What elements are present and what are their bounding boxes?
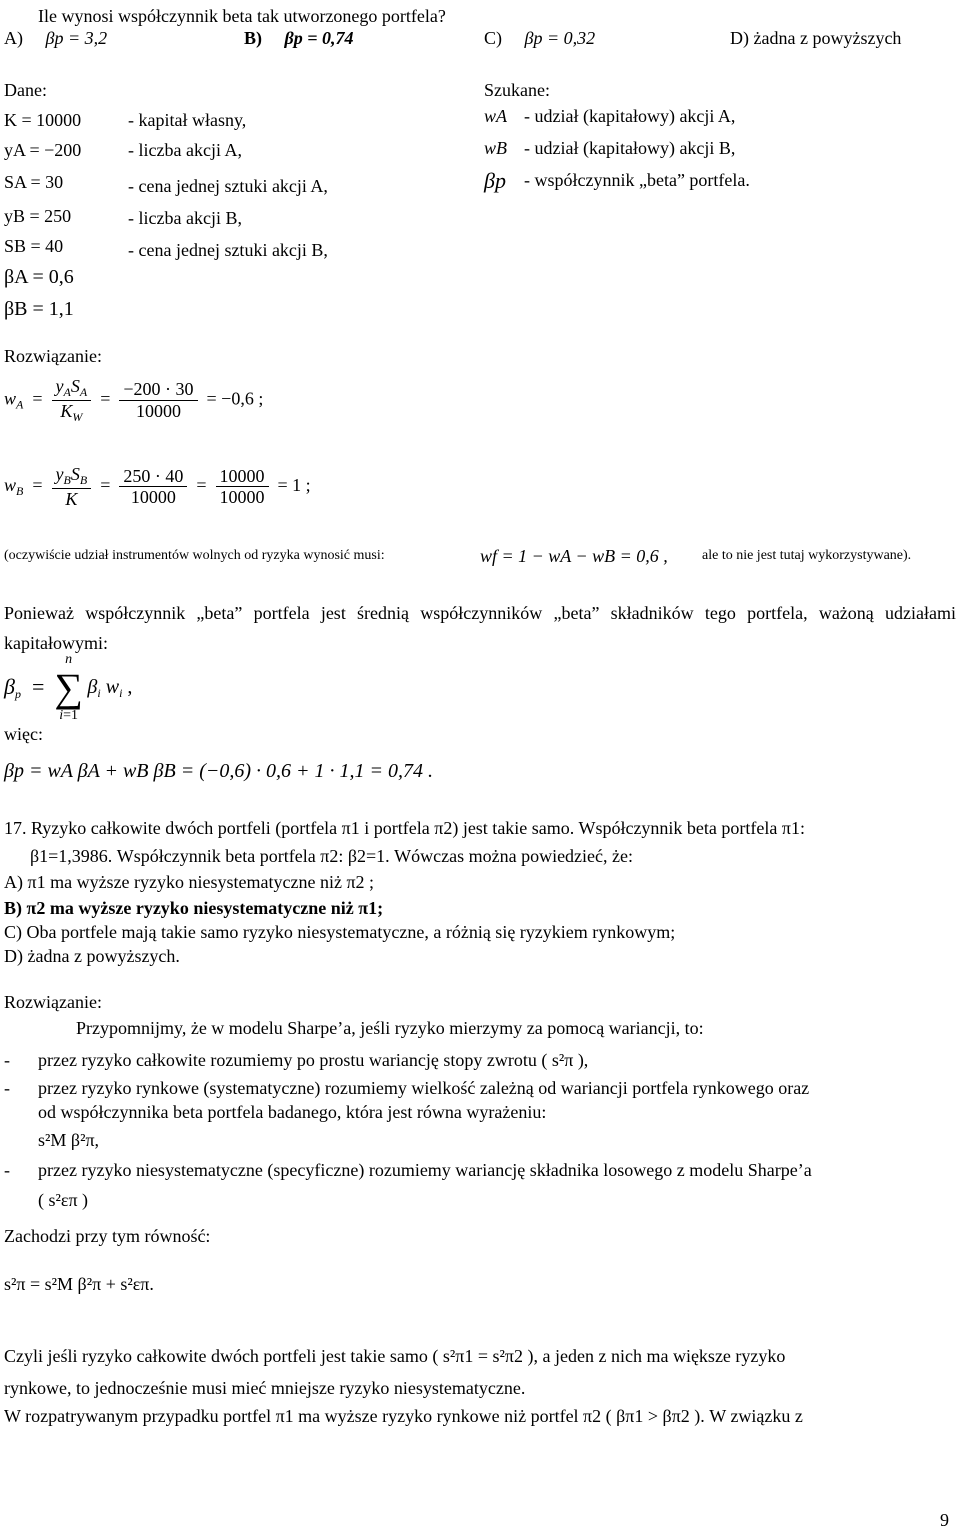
given-sym-beta-a: βA = 0,6 bbox=[4, 266, 74, 288]
bullet-total-risk: przez ryzyko całkowite rozumiemy po prostu wariancję stopy zwrotu ( s²π ), bbox=[38, 1050, 589, 1070]
fraction-yb-sb-over-k: $\frac{y_BS_B}{K}$ bbox=[52, 464, 92, 509]
sought-desc-wb: - udział (kapitałowy) akcji B, bbox=[524, 138, 736, 158]
answer-letter: B) bbox=[244, 28, 262, 48]
q17-answer-c: C) Oba portfele mają takie samo ryzyko niesystematyczne, a różnią się ryzykiem rynkowym; bbox=[4, 922, 676, 942]
bullet-dash: - bbox=[4, 1160, 10, 1180]
sought-sym-wa: wA bbox=[484, 106, 508, 126]
given-sym-sb: SB = 40 bbox=[4, 236, 64, 256]
solution-17-header: Rozwiązanie: bbox=[4, 992, 102, 1012]
sought-desc-beta-p: - współczynnik „beta” portfela. bbox=[524, 170, 750, 190]
question-17-text-2: β1=1,3986. Współczynnik beta portfela π2: β2=1. Wówczas można powiedzieć, że: bbox=[30, 846, 634, 866]
sought-sym-beta-p: βp bbox=[484, 168, 506, 193]
note-risk-free: (oczywiście udział instrumentów wolnych od ryzyka wynosić musi: bbox=[4, 548, 385, 563]
given-sym-k: K = 10000 bbox=[4, 110, 82, 130]
bullet-dash: - bbox=[4, 1078, 10, 1098]
fraction-wb-simplified: $\frac{10000}{10000}$ bbox=[216, 466, 269, 508]
equality-intro: Zachodzi przy tym równość: bbox=[4, 1226, 211, 1246]
conclusion-1b: rynkowe, to jednocześnie musi mieć mniejsze ryzyko niesystematyczne. bbox=[4, 1378, 526, 1398]
given-sym-yb: yB = 250 bbox=[4, 206, 72, 226]
question-16-title: Ile wynosi współczynnik beta tak utworzonego portfela? bbox=[38, 6, 446, 26]
formula-wb: $w_B$ = $\frac{y_BS_B}{K}$ = $\frac{250 \cdot 40}{10000}$ = $\frac{10000}{10000}$ = 1 ; bbox=[4, 464, 311, 509]
given-desc-sb: - cena jednej sztuki akcji B, bbox=[128, 240, 328, 260]
formula-wa: $w_A$ = $\frac{y_AS_A}{K_W}$ = $\frac{-200 \cdot 30}{10000}$ = −0,6 ; bbox=[4, 376, 264, 424]
bullet-dash: - bbox=[4, 1050, 10, 1070]
bullet-market-risk-2: od współczynnika beta portfela badanego, która jest równa wyrażeniu: bbox=[38, 1102, 547, 1122]
answer-d bbox=[730, 28, 901, 49]
bullet-specific-risk-1: przez ryzyko niesystematyczne (specyficzne) rozumiemy wariancję składnika losowego z modelu Sharpe’a bbox=[38, 1160, 812, 1180]
variance-decomposition: s²π = s²M β²π + s²επ. bbox=[4, 1274, 154, 1294]
answer-b bbox=[244, 28, 353, 49]
answer-letter: C) bbox=[484, 28, 502, 48]
given-desc-k: - kapitał własny, bbox=[128, 110, 247, 130]
fraction-wa-values: $\frac{-200 \cdot 30}{10000}$ bbox=[119, 379, 197, 421]
q17-answer-a: A) π1 ma wyższe ryzyko niesystematyczne niż π2 ; bbox=[4, 872, 375, 892]
given-header: Dane: bbox=[4, 80, 47, 100]
sought-header: Szukane: bbox=[484, 80, 550, 100]
given-desc-ya: - liczba akcji A, bbox=[128, 140, 242, 160]
given-desc-yb: - liczba akcji B, bbox=[128, 208, 242, 228]
q17-answer-b: B) π2 ma wyższe ryzyko niesystematyczne niż π1; bbox=[4, 898, 384, 918]
conclusion-2: W rozpatrywanym przypadku portfel π1 ma wyższe ryzyko rynkowe niż portfel π2 ( βπ1 > βπ2 ). W związku z bbox=[4, 1406, 803, 1426]
conclusion-1a: Czyli jeśli ryzyko całkowite dwóch portfeli jest takie samo ( s²π1 = s²π2 ), a jeden z nich ma większe ryzyko bbox=[4, 1346, 786, 1366]
sought-desc-wa: - udział (kapitałowy) akcji A, bbox=[524, 106, 736, 126]
answer-letter: A) bbox=[4, 28, 23, 48]
answer-expr: βp = 3,2 bbox=[45, 28, 108, 48]
given-sym-beta-b: βB = 1,1 bbox=[4, 298, 74, 320]
solution-16-header: Rozwiązanie: bbox=[4, 346, 102, 366]
answer-expr: żadna z powyższych bbox=[753, 28, 902, 48]
given-sym-ya: yA = −200 bbox=[4, 140, 82, 160]
final-beta-equation: βp = wA βA + wB βB = (−0,6) · 0,6 + 1 · 1,1 = 0,74 . bbox=[4, 760, 434, 782]
paragraph-beta-mean: Ponieważ współczynnik „beta” portfela jest średnią współczynników „beta” składników tego portfela, ważoną udziałami kapitałowymi: bbox=[4, 603, 956, 653]
answer-a bbox=[4, 28, 107, 49]
wiec-label: więc: bbox=[4, 724, 43, 744]
page-number: 9 bbox=[940, 1510, 949, 1530]
answer-expr: βp = 0,74 bbox=[284, 28, 354, 48]
sharpe-intro: Przypomnijmy, że w modelu Sharpe’a, jeśli ryzyko mierzymy za pomocą wariancji, to: bbox=[76, 1018, 704, 1038]
answer-expr: βp = 0,32 bbox=[524, 28, 596, 48]
market-risk-expression: s²M β²π, bbox=[38, 1130, 100, 1150]
wa-result: = −0,6 ; bbox=[206, 388, 264, 409]
bullet-market-risk-1: przez ryzyko rynkowe (systematyczne) rozumiemy wielkość zależną od wariancji portfela rynkowego oraz bbox=[38, 1078, 810, 1098]
q17-answer-d: D) żadna z powyższych. bbox=[4, 946, 180, 966]
formula-sum-beta: $\beta_p$ = n ∑ i=1 $\beta_i$ $w_i$ , bbox=[4, 652, 133, 724]
answer-letter: D) bbox=[730, 28, 749, 48]
wb-result: = 1 ; bbox=[277, 474, 311, 495]
given-sym-sa: SA = 30 bbox=[4, 172, 64, 192]
bullet-specific-risk-2: ( s²επ ) bbox=[38, 1190, 89, 1210]
question-17-text-1: 17. Ryzyko całkowite dwóch portfeli (portfela π1 i portfela π2) jest takie samo. Współczynnik beta portfela π1: bbox=[4, 818, 805, 838]
note-wf-equation: wf = 1 − wA − wB = 0,6 , bbox=[480, 546, 668, 566]
fraction-wb-values: $\frac{250 \cdot 40}{10000}$ bbox=[119, 466, 187, 508]
given-desc-sa: - cena jednej sztuki akcji A, bbox=[128, 176, 328, 196]
fraction-ya-sa-over-kw: $\frac{y_AS_A}{K_W}$ bbox=[52, 376, 92, 425]
note-not-used: ale to nie jest tutaj wykorzystywane). bbox=[702, 548, 912, 563]
sought-sym-wb: wB bbox=[484, 138, 508, 158]
answer-c bbox=[484, 28, 595, 49]
